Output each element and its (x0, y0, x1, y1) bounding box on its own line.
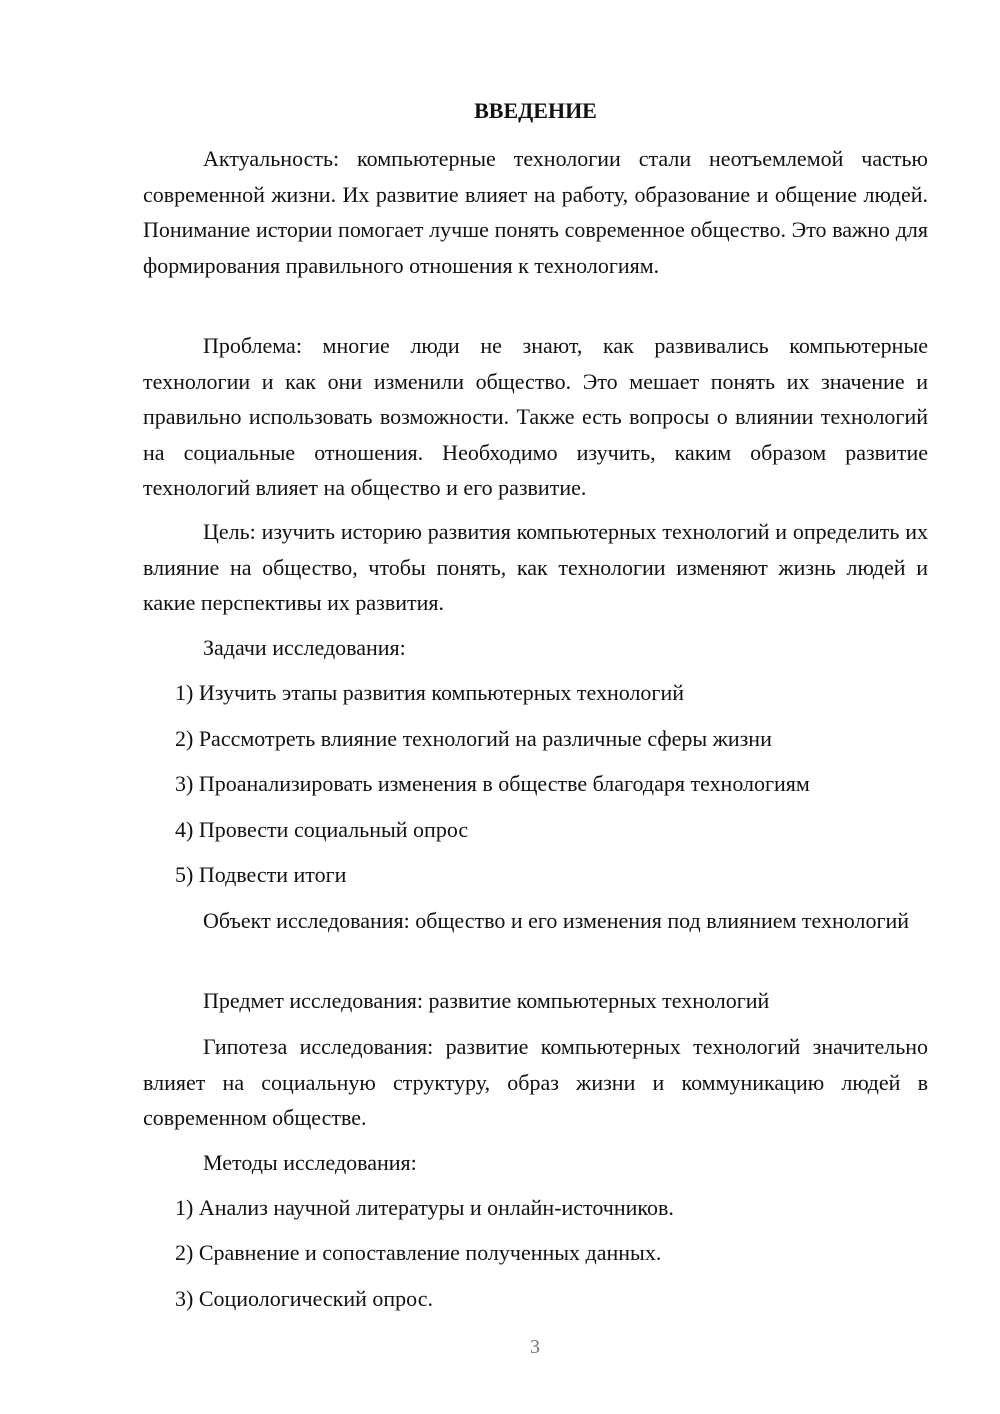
page-number: 3 (530, 1336, 540, 1358)
task-item: 2) Рассмотреть влияние технологий на различные сферы жизни (175, 726, 772, 751)
task-item: 3) Проанализировать изменения в обществе благодаря технологиям (175, 771, 810, 796)
task-item: 5) Подвести итоги (175, 862, 347, 887)
problem-paragraph: Проблема: многие люди не знают, как развивались компьютерные технологии и как они изменили общество. Это мешает понять их значение и правильно использовать возможности. Также есть вопросы о влиянии технологий на социальные отношения. Необходимо изучить, каким образом развитие технологий влияет на общество и его развитие. (143, 333, 928, 500)
tasks-label: Задачи исследования: (203, 635, 406, 660)
method-item: 1) Анализ научной литературы и онлайн-источников. (175, 1195, 674, 1220)
section-title: ВВЕДЕНИЕ (474, 98, 597, 123)
task-item: 4) Провести социальный опрос (175, 817, 469, 842)
method-item: 2) Сравнение и сопоставление полученных данных. (175, 1240, 662, 1265)
subject-paragraph: Предмет исследования: развитие компьютерных технологий (203, 988, 770, 1013)
goal-paragraph: Цель: изучить историю развития компьютерных технологий и определить их влияние на общество, чтобы понять, как технологии изменяют жизнь людей и какие перспективы их развития. (143, 519, 928, 615)
task-item: 1) Изучить этапы развития компьютерных технологий (175, 680, 684, 705)
object-paragraph: Объект исследования: общество и его изменения под влиянием технологий (203, 908, 910, 933)
hypothesis-paragraph: Гипотеза исследования: развитие компьютерных технологий значительно влияет на социальную структуру, образ жизни и коммуникацию людей в современном обществе. (143, 1034, 928, 1130)
method-item: 3) Социологический опрос. (175, 1286, 433, 1311)
methods-label: Методы исследования: (203, 1150, 417, 1175)
relevance-paragraph: Актуальность: компьютерные технологии стали неотъемлемой частью современной жизни. Их развитие влияет на работу, образование и общение людей. Понимание истории помогает лучше понять современное общество. Это важно для формирования правильного отношения к технологиям. (143, 146, 928, 278)
